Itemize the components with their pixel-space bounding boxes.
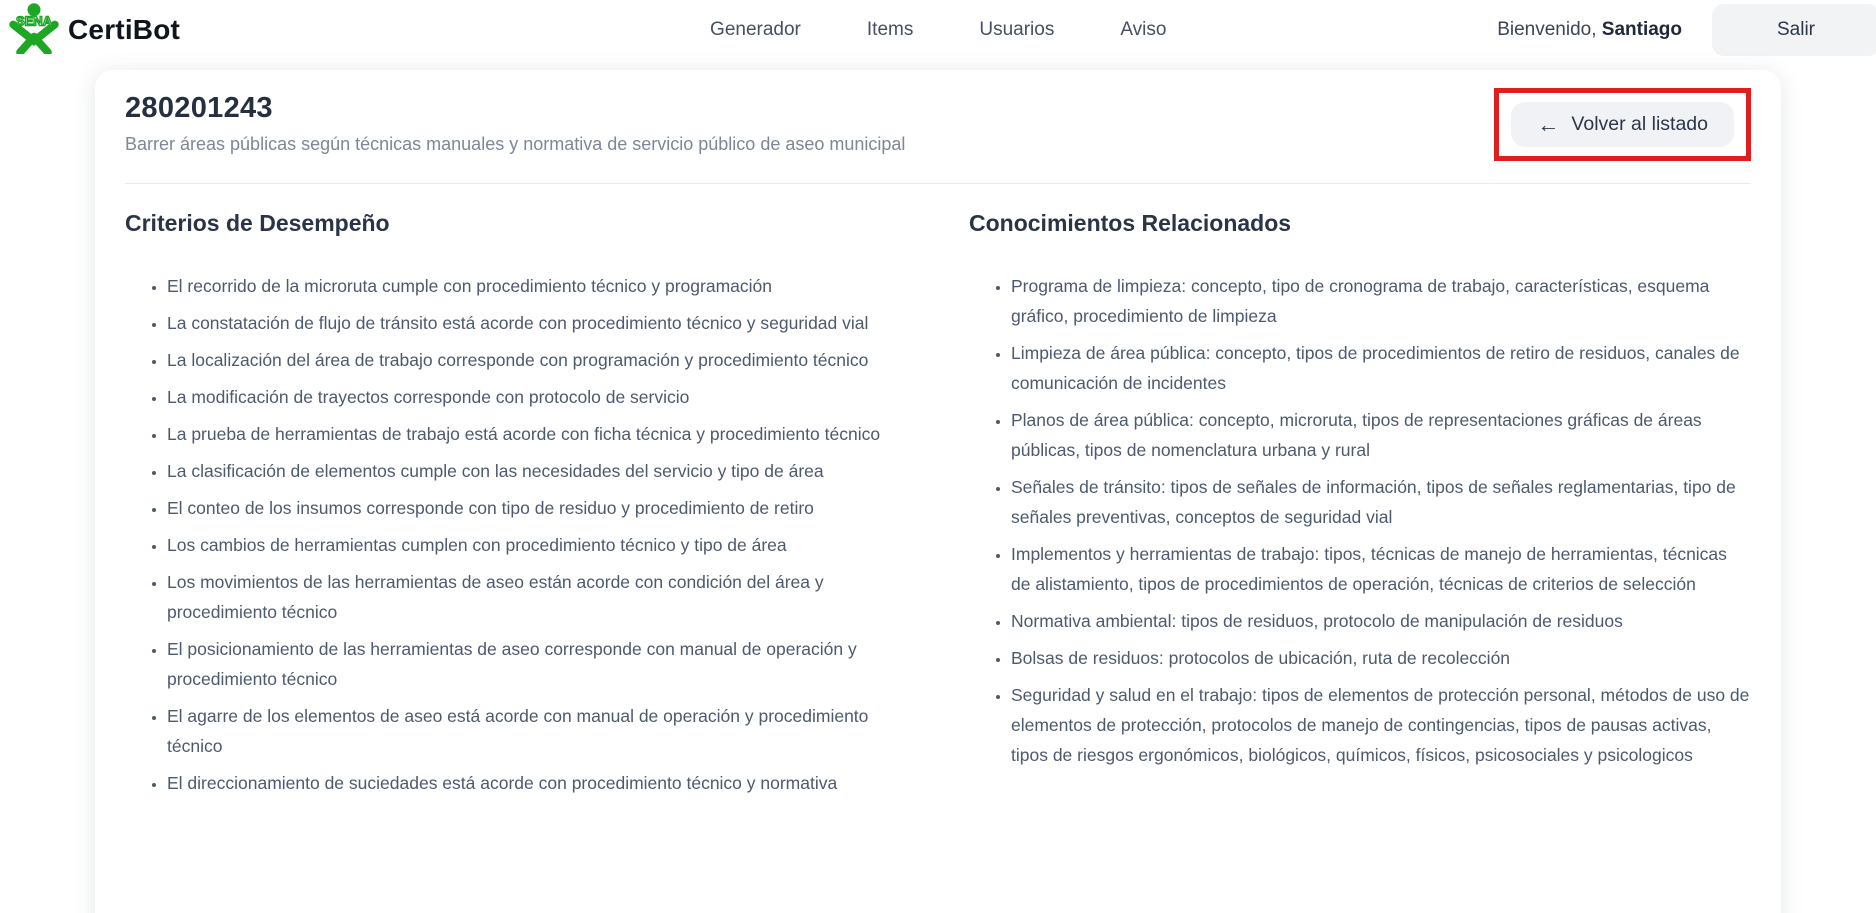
brand xyxy=(8,2,180,59)
criterios-title: Criterios de Desempeño xyxy=(125,210,390,236)
logout-button[interactable]: Salir xyxy=(1712,4,1876,56)
criterio-item: • El posicionamiento de las herramientas de aseo corresponde con manual de operación y procedimiento técnico xyxy=(167,634,907,694)
conocimiento-item: • Implementos y herramientas de trabajo: tipos, técnicas de manejo de herramientas, técnicas de alistamiento, tipos de procedimientos de operación, técnicas de criterios de selección xyxy=(1011,539,1751,599)
conocimiento-item: • Seguridad y salud en el trabajo: tipos de elementos de protección personal, métodos de uso de elementos de protección, protocolos de manejo de contingencias, tipos de pausas activas, tipos de riesgos ergonómicos, biológicos, químicos, físicos, psicosociales y psicologicos xyxy=(1011,680,1751,770)
criterio-item: • Los movimientos de las herramientas de aseo están acorde con condición del área y procedimiento técnico xyxy=(167,567,907,627)
left-arrow-icon: ← xyxy=(1537,111,1560,137)
conocimientos-title: Conocimientos Relacionados xyxy=(969,210,1292,236)
criterio-item: • La prueba de herramientas de trabajo está acorde con ficha técnica y procedimiento técnico xyxy=(167,419,907,449)
card-header xyxy=(125,92,1751,161)
nav-item-aviso[interactable]: Aviso xyxy=(1120,19,1167,40)
conocimiento-item: • Limpieza de área pública: concepto, tipos de procedimientos de retiro de residuos, canales de comunicación de incidentes xyxy=(1011,338,1751,398)
user-area xyxy=(1497,4,1850,56)
conocimientos-list xyxy=(969,271,1751,770)
back-button-highlight xyxy=(1494,88,1751,161)
back-to-list-button[interactable] xyxy=(1511,102,1734,147)
sena-logo-icon xyxy=(8,2,60,59)
header-divider xyxy=(125,183,1751,184)
criterio-item: • El direccionamiento de suciedades está acorde con procedimiento técnico y normativa xyxy=(167,768,907,798)
back-button-label: Volver al listado xyxy=(1571,113,1708,135)
welcome-text xyxy=(1497,19,1682,41)
criterio-item: • El recorrido de la microruta cumple con procedimiento técnico y programación xyxy=(167,271,907,301)
nav-item-generador[interactable]: Generador xyxy=(710,19,801,40)
conocimiento-item: • Bolsas de residuos: protocolos de ubicación, ruta de recolección xyxy=(1011,643,1751,673)
section-criterios xyxy=(125,210,907,805)
conocimiento-item: • Planos de área pública: concepto, microruta, tipos de representaciones gráficas de áreas públicas, tipos de nomenclatura urbana y rural xyxy=(1011,405,1751,465)
detail-card xyxy=(95,70,1781,913)
criterio-item: • La constatación de flujo de tránsito está acorde con procedimiento técnico y seguridad vial xyxy=(167,308,907,338)
section-conocimientos xyxy=(969,210,1751,805)
conocimiento-item: • Normativa ambiental: tipos de residuos, protocolo de manipulación de residuos xyxy=(1011,606,1751,636)
content-columns xyxy=(125,210,1751,805)
criterio-item: • El conteo de los insumos corresponde con tipo de residuo y procedimiento de retiro xyxy=(167,493,907,523)
app-title: CertiBot xyxy=(68,14,181,45)
criterios-list xyxy=(125,271,907,798)
nav-item-usuarios[interactable]: Usuarios xyxy=(979,19,1055,40)
criterio-item: • Los cambios de herramientas cumplen con procedimiento técnico y tipo de área xyxy=(167,530,907,560)
main-nav xyxy=(710,19,1166,41)
page-title: 280201243 xyxy=(125,92,273,124)
page-description: Barrer áreas públicas según técnicas manuales y normativa de servicio público de aseo municipal xyxy=(125,134,906,154)
top-navigation-bar xyxy=(0,0,1876,60)
criterio-item: • El agarre de los elementos de aseo está acorde con manual de operación y procedimiento técnico xyxy=(167,701,907,761)
title-block xyxy=(125,92,905,155)
conocimiento-item: • Señales de tránsito: tipos de señales de información, tipos de señales reglamentarias, tipo de señales preventivas, conceptos de seguridad vial xyxy=(1011,472,1751,532)
welcome-prefix: Bienvenido, xyxy=(1497,19,1602,40)
conocimiento-item: • Programa de limpieza: concepto, tipo de cronograma de trabajo, características, esquema gráfico, procedimiento de limpieza xyxy=(1011,271,1751,331)
criterio-item: • La clasificación de elementos cumple con las necesidades del servicio y tipo de área xyxy=(167,456,907,486)
criterio-item: • La modificación de trayectos corresponde con protocolo de servicio xyxy=(167,382,907,412)
svg-text:SENA: SENA xyxy=(15,12,53,28)
criterio-item: • La localización del área de trabajo corresponde con programación y procedimiento técnico xyxy=(167,345,907,375)
nav-item-items[interactable]: Items xyxy=(866,19,914,40)
welcome-username: Santiago xyxy=(1601,19,1682,40)
